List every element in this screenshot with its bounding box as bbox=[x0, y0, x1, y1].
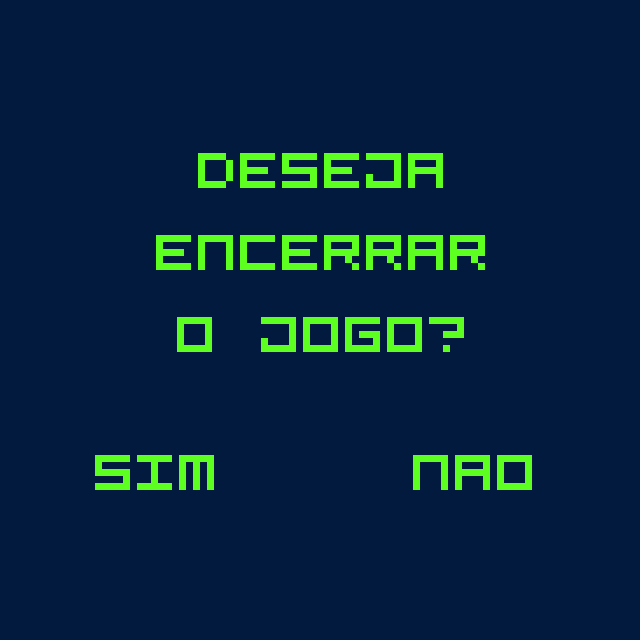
no-button-pixel-label bbox=[413, 455, 532, 490]
glyph-o bbox=[497, 455, 532, 490]
question-line-2-text bbox=[0, 0, 1, 1]
yes-button[interactable] bbox=[95, 455, 214, 490]
question-line-1-text bbox=[0, 0, 1, 1]
glyph-s bbox=[282, 153, 317, 188]
glyph-a bbox=[408, 235, 443, 270]
glyph-g bbox=[345, 317, 380, 352]
glyph-o bbox=[177, 317, 212, 352]
glyph-r bbox=[324, 235, 359, 270]
glyph-e bbox=[324, 153, 359, 188]
glyph-e bbox=[240, 153, 275, 188]
glyph-e bbox=[282, 235, 317, 270]
glyph-a bbox=[455, 455, 490, 490]
glyph-d bbox=[198, 153, 233, 188]
question-line-1 bbox=[198, 153, 443, 188]
glyph-j bbox=[261, 317, 296, 352]
question-line-2 bbox=[156, 235, 485, 270]
glyph-j bbox=[366, 153, 401, 188]
glyph-i bbox=[137, 455, 172, 490]
glyph-s bbox=[95, 455, 130, 490]
yes-button-pixel-label bbox=[95, 455, 214, 490]
glyph-e bbox=[156, 235, 191, 270]
glyph-o bbox=[303, 317, 338, 352]
no-button[interactable] bbox=[413, 455, 532, 490]
glyph-n bbox=[198, 235, 233, 270]
question-line-3-text bbox=[0, 0, 1, 1]
glyph-a bbox=[408, 153, 443, 188]
glyph-m bbox=[179, 455, 214, 490]
glyph-r bbox=[366, 235, 401, 270]
glyph-n bbox=[413, 455, 448, 490]
glyph-question-mark bbox=[429, 317, 464, 352]
question-line-3 bbox=[177, 317, 464, 352]
glyph-c bbox=[240, 235, 275, 270]
glyph-o bbox=[387, 317, 422, 352]
glyph-r bbox=[450, 235, 485, 270]
